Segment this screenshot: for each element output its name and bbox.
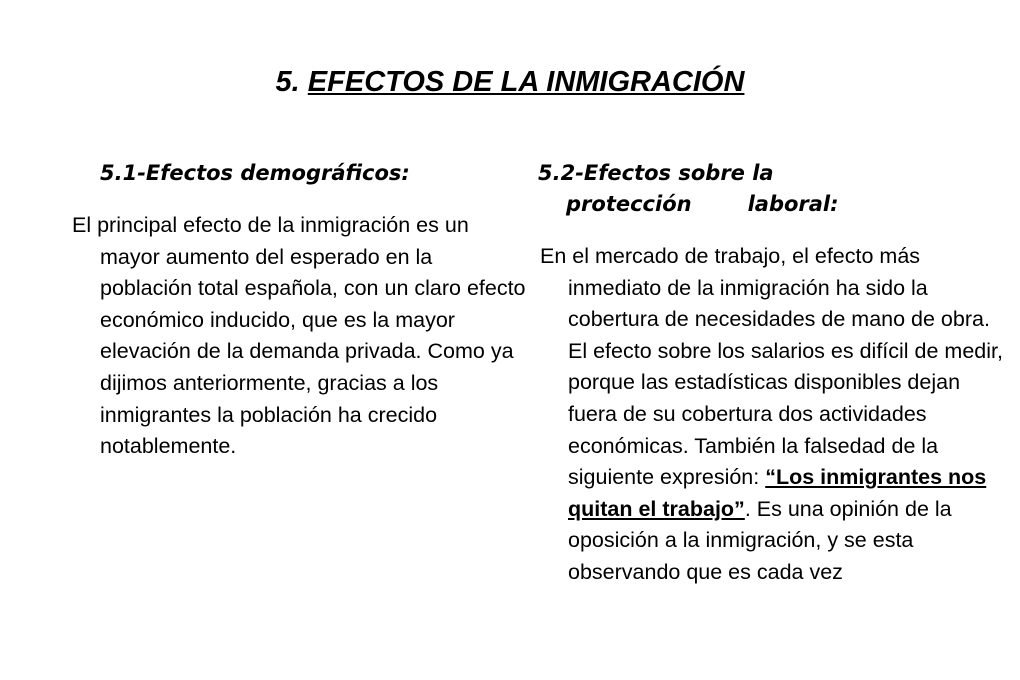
right-heading-line1: 5.2-Efectos sobre la <box>538 161 774 185</box>
slide-title <box>0 62 1020 102</box>
left-column-body: El principal efecto de la inmigración es un mayor aumento del esperado en la población total española, con un claro efecto económico inducido, que es la mayor elevación de la demanda privada. Como ya dijimos anteriormente, gracias a los inmigrantes la población ha crecido notablemente. <box>72 213 526 459</box>
right-heading-line2 <box>538 189 918 220</box>
slide-title-text: EFECTOS DE LA INMIGRACIÓN <box>307 66 745 98</box>
right-column-heading <box>538 158 918 220</box>
right-body-text: En el mercado de trabajo, el efecto más inmediato de la inmigración ha sido la cobertura de necesidades de mano de obra. El efecto sobre los salarios es difícil de medir, porque las estadísticas disponibles dejan fuera de su cobertura dos actividades económicas. También la falsedad de la siguiente expresión: <box>540 244 1003 490</box>
slide-title-number: 5. <box>275 66 300 98</box>
right-body-text-continued: . Es una opinión de la oposición a la inmigración, y se esta observando que es cada vez <box>568 496 952 584</box>
left-column-heading: 5.1-Efectos demográficos: <box>100 161 410 185</box>
right-heading-word-proteccion: protección <box>566 192 692 216</box>
right-heading-word-laboral: laboral: <box>747 192 839 216</box>
right-column-body <box>540 241 1008 589</box>
emphasized-quote: “Los inmigrantes nos quitan el trabajo” <box>568 465 987 521</box>
